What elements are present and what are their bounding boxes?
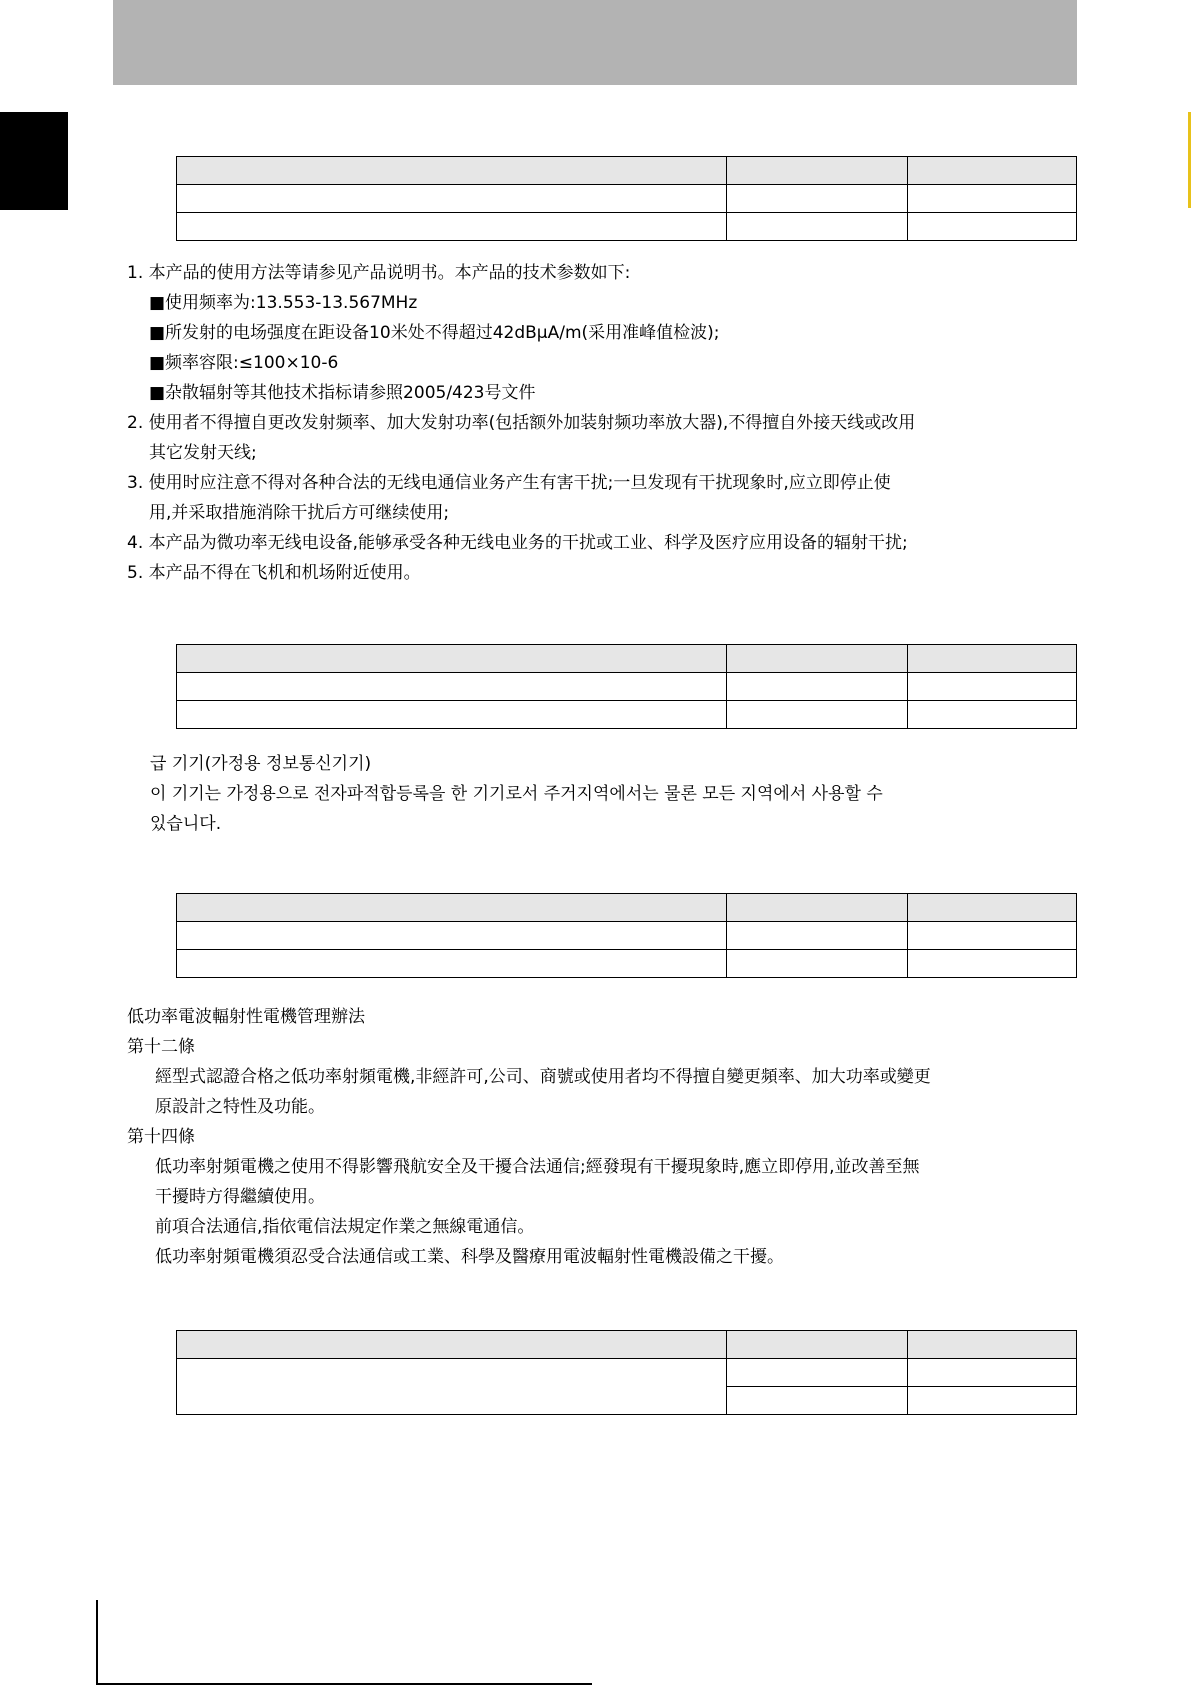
table-row: [177, 673, 1077, 701]
table-row: [177, 950, 1077, 978]
china-item: ■所发射的电场强度在距设备10米处不得超过42dBμA/m(采用准峰值检波);: [149, 323, 720, 343]
china-item: ■使用频率为:13.553-13.567MHz: [149, 293, 418, 313]
china-item: 2. 使用者不得擅自更改发射频率、加大发射功率(包括额外加装射频功率放大器),不得擅自外接天线或改用: [127, 413, 916, 433]
taiwan-notice: [127, 1002, 931, 1272]
taiwan-title: 低功率電波輻射性電機管理辦法: [127, 1007, 365, 1027]
table-header-row: [177, 1331, 1077, 1359]
info-table-4: [176, 1330, 1077, 1415]
korea-notice: [150, 749, 883, 839]
china-item: ■频率容限:≤100×10-6: [149, 353, 339, 373]
table-row: [177, 701, 1077, 729]
table-header-row: [177, 157, 1077, 185]
china-item: 1. 本产品的使用方法等请参见产品说明书。本产品的技术参数如下:: [127, 263, 631, 283]
table-header-row: [177, 645, 1077, 673]
section-tab: [0, 112, 68, 210]
taiwan-article: 第十二條: [127, 1037, 195, 1057]
china-item: 3. 使用时应注意不得对各种合法的无线电通信业务产生有害干扰;一旦发现有干扰现象时,应立即停止使: [127, 473, 891, 493]
china-item: 4. 本产品为微功率无线电设备,能够承受各种无线电业务的干扰或工业、科学及医疗应用设备的辐射干扰;: [127, 533, 908, 553]
info-table-2: [176, 644, 1077, 729]
info-table-3: [176, 893, 1077, 978]
taiwan-line: 干擾時方得繼續使用。: [155, 1187, 325, 1207]
taiwan-line: 低功率射頻電機之使用不得影響飛航安全及干擾合法通信;經發現有干擾現象時,應立即停用,並改善至無: [155, 1157, 920, 1177]
taiwan-line: 前項合法通信,指依電信法規定作業之無線電通信。: [155, 1217, 535, 1237]
korea-line: 있습니다.: [150, 814, 222, 834]
table-header-row: [177, 894, 1077, 922]
china-item: ■杂散辐射等其他技术指标请参照2005/423号文件: [149, 383, 536, 403]
korea-line: 급 기기(가정용 정보통신기기): [150, 754, 372, 774]
table-row: [177, 213, 1077, 241]
taiwan-line: 經型式認證合格之低功率射頻電機,非經許可,公司、商號或使用者均不得擅自變更頻率、加大功率或變更: [155, 1067, 931, 1087]
info-table-1: [176, 156, 1077, 241]
china-item: 5. 本产品不得在飞机和机场附近使用。: [127, 563, 421, 583]
china-item: 其它发射天线;: [149, 443, 257, 463]
header-bar: [113, 0, 1077, 85]
china-notice: [127, 258, 915, 588]
taiwan-article: 第十四條: [127, 1127, 195, 1147]
table-row: [177, 922, 1077, 950]
taiwan-line: 原設計之特性及功能。: [155, 1097, 325, 1117]
table-row: [177, 1359, 1077, 1387]
taiwan-line: 低功率射頻電機須忍受合法通信或工業、科學及醫療用電波輻射性電機設備之干擾。: [155, 1247, 784, 1267]
china-item: 用,并采取措施消除干扰后方可继续使用;: [149, 503, 450, 523]
table-row: [177, 185, 1077, 213]
footer-rule-vertical: [96, 1600, 98, 1685]
korea-line: 이 기기는 가정용으로 전자파적합등록을 한 기기로서 주거지역에서는 물론 모든 지역에서 사용할 수: [150, 784, 883, 804]
